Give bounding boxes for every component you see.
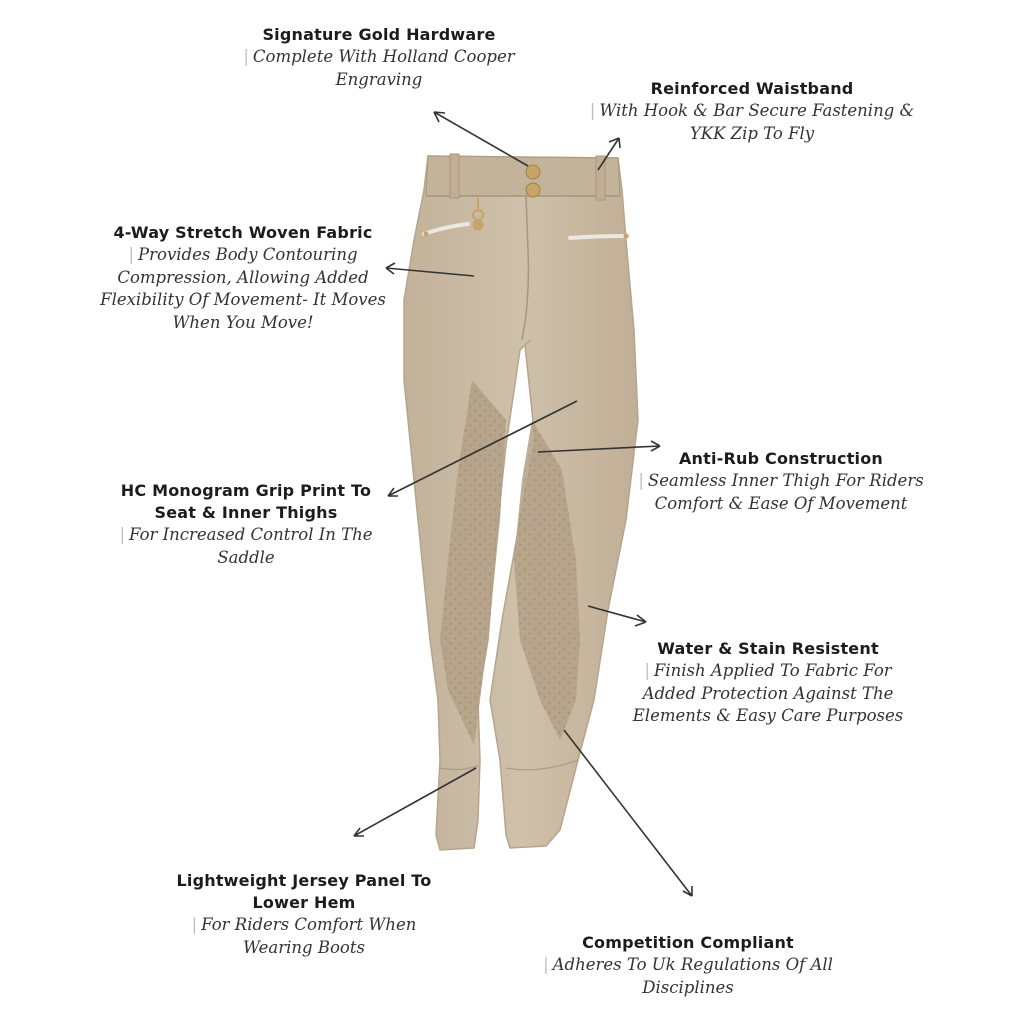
arrow-competition xyxy=(564,730,692,896)
callout-description: | With Hook & Bar Secure Fastening & YKK Zip To Fly xyxy=(589,101,915,143)
callout-signature-gold-hardware xyxy=(214,24,544,91)
pocket-right xyxy=(570,236,628,238)
waist-button-bottom xyxy=(526,183,540,197)
callout-description: | For Riders Comfort When Wearing Boots xyxy=(191,915,417,957)
callout-competition-compliant xyxy=(540,932,836,999)
callout-description: | Seamless Inner Thigh For Riders Comfort & Ease Of Movement xyxy=(638,471,924,513)
callout-description: | For Increased Control In The Saddle xyxy=(119,525,373,567)
callout-description: | Adheres To Uk Regulations Of All Disciplines xyxy=(543,955,833,997)
callout-title: Competition Compliant xyxy=(582,933,794,952)
callout-title: Reinforced Waistband xyxy=(650,79,854,98)
callout-description: | Finish Applied To Fabric For Added Protection Against The Elements & Easy Care Purposes xyxy=(632,661,904,725)
callout-lightweight-jersey-panel xyxy=(174,870,434,959)
callout-anti-rub-construction xyxy=(628,448,934,515)
callout-title: Water & Stain Resistent xyxy=(657,639,879,658)
callout-reinforced-waistband xyxy=(586,78,918,145)
callout-water-stain-resistent xyxy=(620,638,916,728)
callout-hc-monogram-grip xyxy=(118,480,374,569)
callout-4-way-stretch-fabric xyxy=(100,222,386,334)
callout-title: 4-Way Stretch Woven Fabric xyxy=(113,223,373,242)
waist-button-top xyxy=(526,165,540,179)
callout-title: Signature Gold Hardware xyxy=(262,25,496,44)
callout-title: HC Monogram Grip Print To Seat & Inner Thighs xyxy=(120,481,372,522)
callout-title: Lightweight Jersey Panel To Lower Hem xyxy=(176,871,432,912)
callout-title: Anti-Rub Construction xyxy=(678,449,884,468)
callout-description: | Provides Body Contouring Compression, Allowing Added Flexibility Of Movement- It Moves When You Move! xyxy=(100,245,386,332)
callout-description: | Complete With Holland Cooper Engraving xyxy=(243,47,515,89)
